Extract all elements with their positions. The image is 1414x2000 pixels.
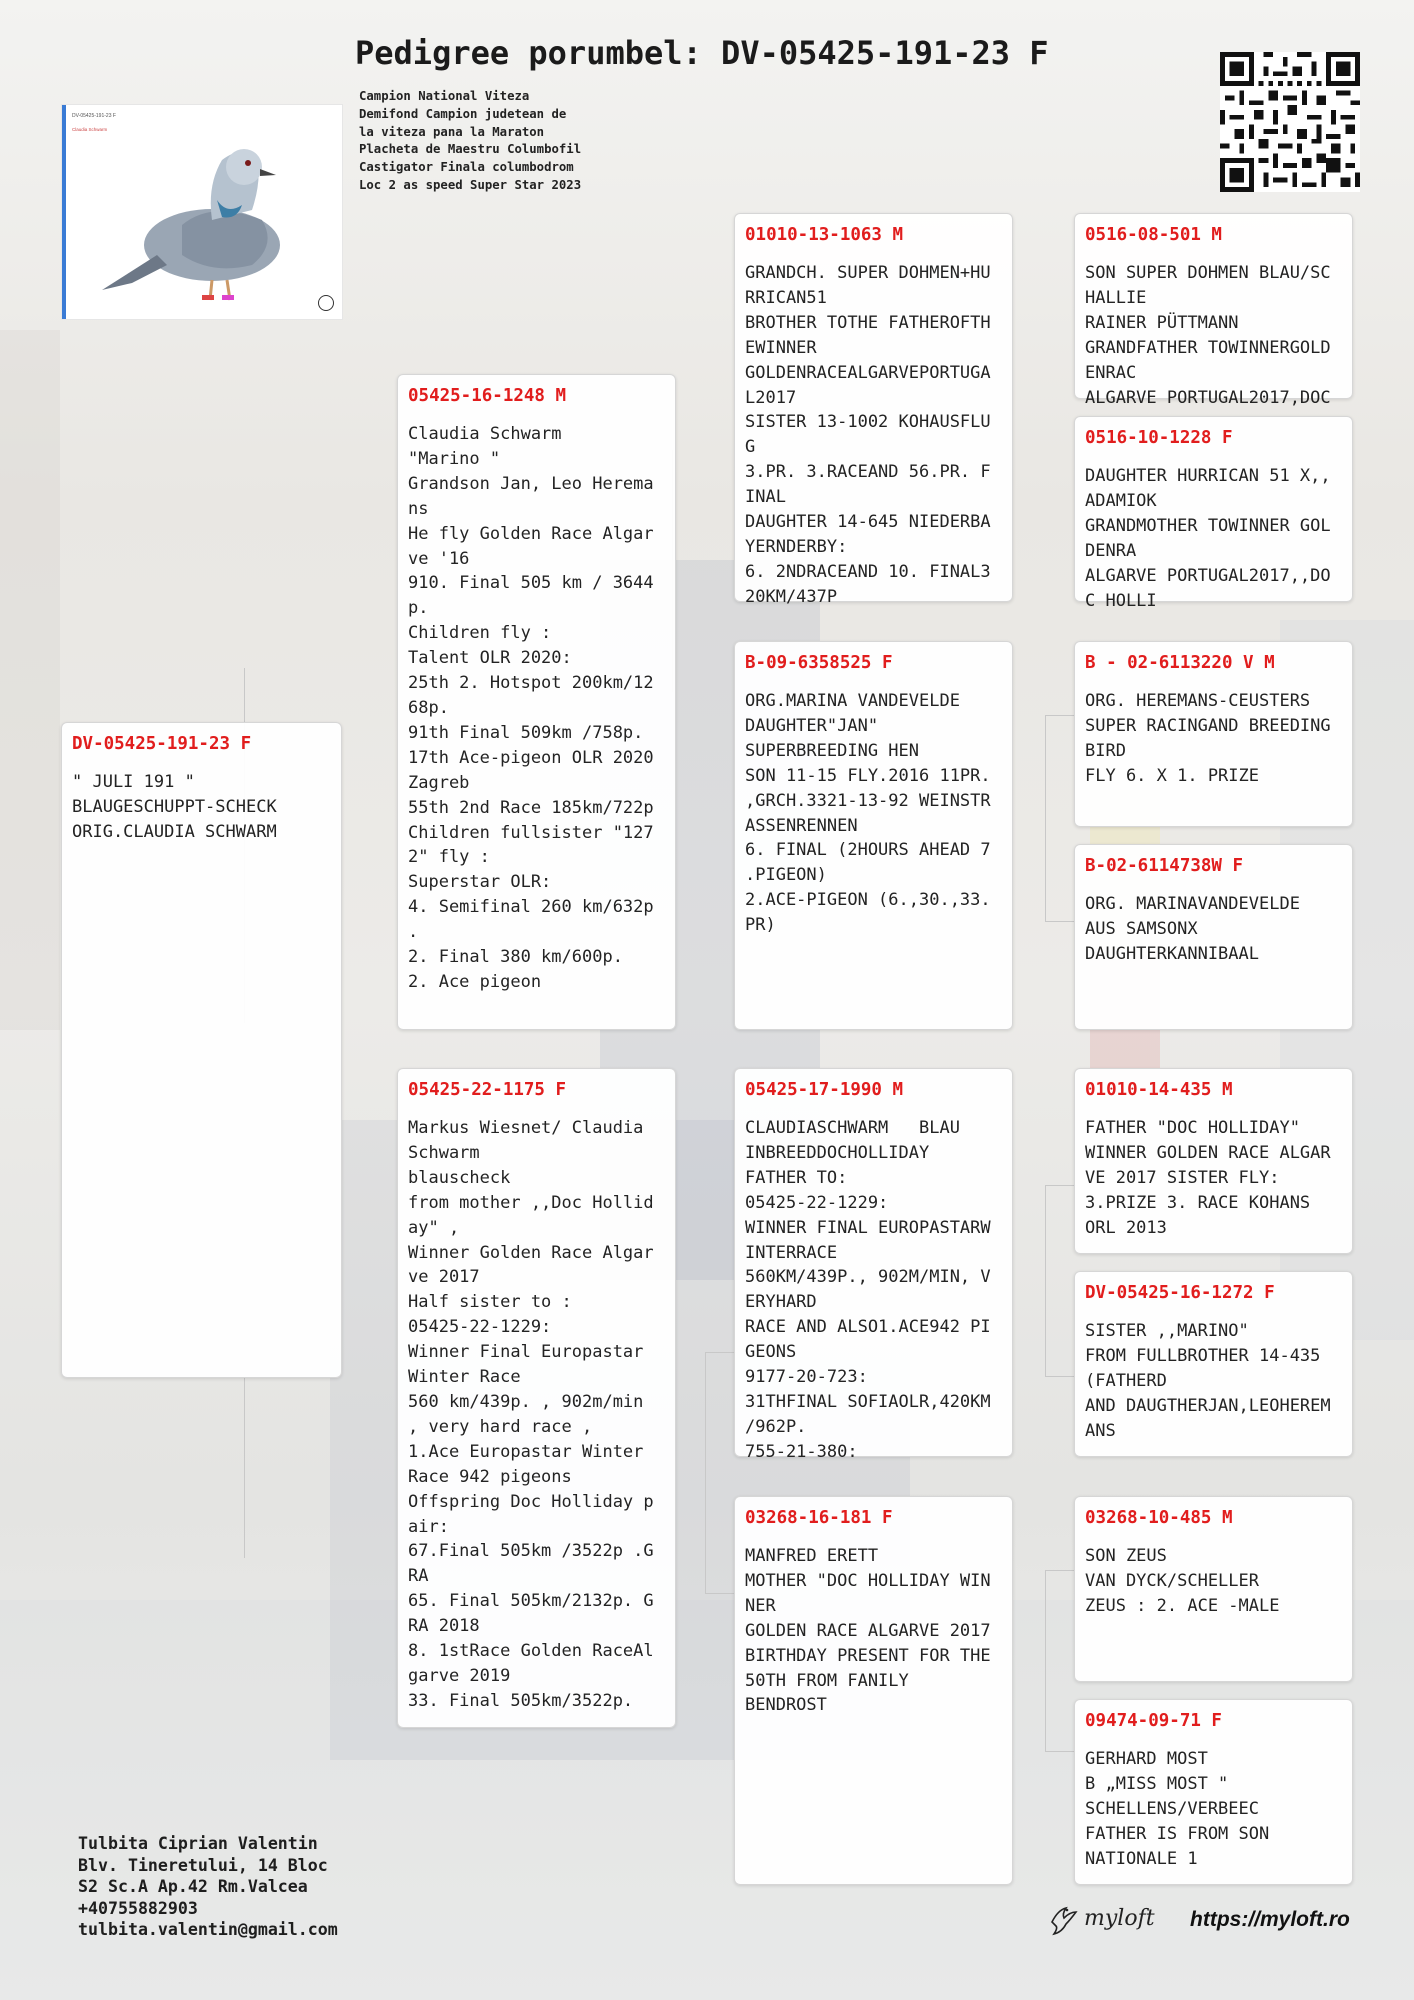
card-details: SISTER ,,MARINO" FROM FULLBROTHER 14-435 (FATHERD AND DAUGTHERJAN,LEOHEREM ANS — [1085, 1321, 1331, 1441]
card-details: SON SUPER DOHMEN BLAU/SC HALLIE RAINER PÜTTMANN GRANDFATHER TOWINNERGOLD ENRAC ALGARVE PORTUGAL2017,DOC — [1085, 263, 1331, 408]
pigeon-icon — [62, 105, 342, 319]
pedigree-card-sss[interactable] — [1074, 213, 1353, 408]
card-ring-number: 03268-16-181 F — [745, 1508, 893, 1528]
brand-url-link[interactable]: https://myloft.ro — [1190, 1908, 1350, 1931]
connector-line — [1045, 715, 1076, 922]
card-details: Markus Wiesnet/ Claudia Schwarm blauscheck from mother ,,Doc Hollid ay" , Winner Golden Race Algar ve 2017 Half sister to : 05425-22-1229: Winner Final Europastar Winter Race 560 km/439p. , 902m/min , very hard race , 1.Ace Europastar Winter Race 942 pigeons Offspring Doc Holliday p air: 67.Final 505km /3522p .G RA 65. Final 505km/2132p. G RA 2018 8. 1stRace Golden RaceAl garve 2019 33. Final 505km/3522p. — [408, 1118, 654, 1711]
pedigree-card-dam-sire[interactable] — [734, 1068, 1013, 1462]
card-ring-number: 0516-10-1228 F — [1085, 428, 1233, 448]
myloft-bird-icon — [1048, 1902, 1078, 1936]
card-ring-number: B-02-6114738W F — [1085, 856, 1244, 876]
card-details: SON ZEUS VAN DYCK/SCHELLER ZEUS : 2. ACE -MALE — [1085, 1546, 1280, 1616]
pedigree-card-dss[interactable] — [1074, 1068, 1353, 1254]
card-details: MANFRED ERETT MOTHER "DOC HOLLIDAY WIN NER GOLDEN RACE ALGARVE 2017 BIRTHDAY PRESENT FOR THE 50TH FROM FANILY BENDROST — [745, 1546, 991, 1716]
card-details: ORG. HEREMANS-CEUSTERS SUPER RACINGAND BREEDING BIRD FLY 6. X 1. PRIZE — [1085, 691, 1331, 786]
connector-line — [244, 1378, 400, 1558]
pedigree-card-dsd[interactable] — [1074, 1271, 1353, 1457]
pedigree-card-sds[interactable] — [1074, 641, 1353, 827]
connector-line — [1045, 1570, 1076, 1752]
photo-header: DV-05425-191-23 F — [72, 113, 116, 119]
owner-name: Tulbita Ciprian Valentin — [78, 1834, 318, 1853]
card-ring-number: 05425-17-1990 M — [745, 1080, 904, 1100]
pedigree-card-dam-dam[interactable] — [734, 1496, 1013, 1885]
owner-contact — [78, 1833, 438, 1941]
card-ring-number: 01010-13-1063 M — [745, 225, 904, 245]
pedigree-card-sire-dam[interactable] — [734, 641, 1013, 1030]
connector-line — [705, 1352, 736, 1594]
achievement-line: Loc 2 as speed Super Star 2023 — [359, 177, 582, 192]
card-ring-number: DV-05425-16-1272 F — [1085, 1283, 1275, 1303]
achievements — [359, 88, 659, 195]
card-ring-number: B - 02-6113220 V M — [1085, 653, 1275, 673]
card-ring-number: 03268-10-485 M — [1085, 1508, 1233, 1528]
card-ring-number: B-09-6358525 F — [745, 653, 893, 673]
brand-name: myloft — [1084, 1906, 1155, 1931]
achievement-line: Demifond Campion judetean de — [359, 106, 567, 121]
pedigree-card-subject[interactable] — [61, 722, 342, 1378]
card-ring-number: DV-05425-191-23 F — [72, 734, 252, 754]
card-ring-number: 01010-14-435 M — [1085, 1080, 1233, 1100]
card-details: ORG.MARINA VANDEVELDE DAUGHTER"JAN" SUPERBREEDING HEN SON 11-15 FLY.2016 11PR. ,GRCH.3321-13-92 WEINSTR ASSENRENNEN 6. FINAL (2HOURS AHEAD 7 .PIGEON) 2.ACE-PIGEON (6.,30.,33. PR) — [745, 691, 991, 936]
card-details: DAUGHTER HURRICAN 51 X,, ADAMIOK GRANDMOTHER TOWINNER GOL DENRA ALGARVE PORTUGAL2017,,DO C HOLLI — [1085, 466, 1331, 611]
pedigree-card-sdd[interactable] — [1074, 844, 1353, 1030]
owner-email[interactable]: tulbita.valentin@gmail.com — [78, 1920, 338, 1939]
photo-logo-icon — [318, 295, 334, 311]
card-details: " JULI 191 " BLAUGESCHUPPT-SCHECK ORIG.CLAUDIA SCHWARM — [72, 772, 277, 842]
card-ring-number: 0516-08-501 M — [1085, 225, 1222, 245]
pedigree-card-sire-sire[interactable] — [734, 213, 1013, 607]
card-details: ORG. MARINAVANDEVELDE AUS SAMSONX DAUGHTERKANNIBAAL — [1085, 894, 1300, 964]
card-details: CLAUDIASCHWARM BLAU INBREEDDOCHOLLIDAY FATHER TO: 05425-22-1229: WINNER FINAL EUROPASTARW INTERRACE 560KM/439P., 902M/MIN, V ERYHARD RACE AND ALSO1.ACE942 PI GEONS 9177-20-723: 31THFINAL SOFIAOLR,420KM /962P. 755-21-380: — [745, 1118, 991, 1462]
achievement-line: la viteza pana la Maraton — [359, 124, 545, 139]
pedigree-card-ddd[interactable] — [1074, 1699, 1353, 1885]
card-ring-number: 05425-22-1175 F — [408, 1080, 567, 1100]
pigeon-photo — [61, 104, 343, 320]
pedigree-card-dam[interactable] — [397, 1068, 676, 1728]
owner-address: Blv. Tineretului, 14 Bloc — [78, 1855, 328, 1875]
card-details: GERHARD MOST B „MISS MOST " SCHELLENS/VERBEEC FATHER IS FROM SON NATIONALE 1 — [1085, 1749, 1270, 1869]
card-ring-number: 05425-16-1248 M — [408, 386, 567, 406]
connector-line — [1045, 1185, 1076, 1377]
owner-phone[interactable]: +40755882903 — [78, 1898, 198, 1918]
qr-code-icon[interactable] — [1220, 52, 1360, 192]
pedigree-card-ssd[interactable] — [1074, 416, 1353, 611]
card-ring-number: 09474-09-71 F — [1085, 1711, 1222, 1731]
pedigree-card-sire[interactable] — [397, 374, 676, 1030]
photo-caption: Claudia Schwarm — [72, 127, 108, 132]
pedigree-card-dds[interactable] — [1074, 1496, 1353, 1682]
achievement-line: Campion National Viteza — [359, 89, 530, 103]
card-details: FATHER "DOC HOLLIDAY" WINNER GOLDEN RACE ALGAR VE 2017 SISTER FLY: 3.PRIZE 3. RACE KOHANS ORL 2013 — [1085, 1118, 1331, 1238]
achievement-line: Castigator Finala columbodrom — [359, 160, 574, 175]
myloft-footer[interactable] — [1048, 1900, 1368, 1940]
achievement-line: Placheta de Maestru Columbofil — [359, 142, 582, 157]
card-details: GRANDCH. SUPER DOHMEN+HU RRICAN51 BROTHER TOTHE FATHEROFTH EWINNER GOLDENRACEALGARVEPORTUGA L2017 SISTER 13-1002 KOHAUSFLU G 3.PR. 3.RACEAND 56.PR. F INAL DAUGHTER 14-645 NIEDERBA YERNDERBY: 6. 2NDRACEAND 10. FINAL3 20KM/437P — [745, 263, 991, 607]
page-title: Pedigree porumbel: DV-05425-191-23 F — [355, 34, 1049, 72]
owner-address: S2 Sc.A Ap.42 Rm.Valcea — [78, 1877, 308, 1896]
card-details: Claudia Schwarm "Marino " Grandson Jan, Leo Herema ns He fly Golden Race Algar ve '16 910. Final 505 km / 3644 p. Children fly : Talent OLR 2020: 25th 2. Hotspot 200km/12 68p. 91th Final 509km /758p. 17th Ace-pigeon OLR 2020 Zagreb 55th 2nd Race 185km/722p Children fullsister "127 2" fly : Superstar OLR: 4. Semifinal 260 km/632p . 2. Final 380 km/600p. 2. Ace pigeon — [408, 424, 654, 992]
